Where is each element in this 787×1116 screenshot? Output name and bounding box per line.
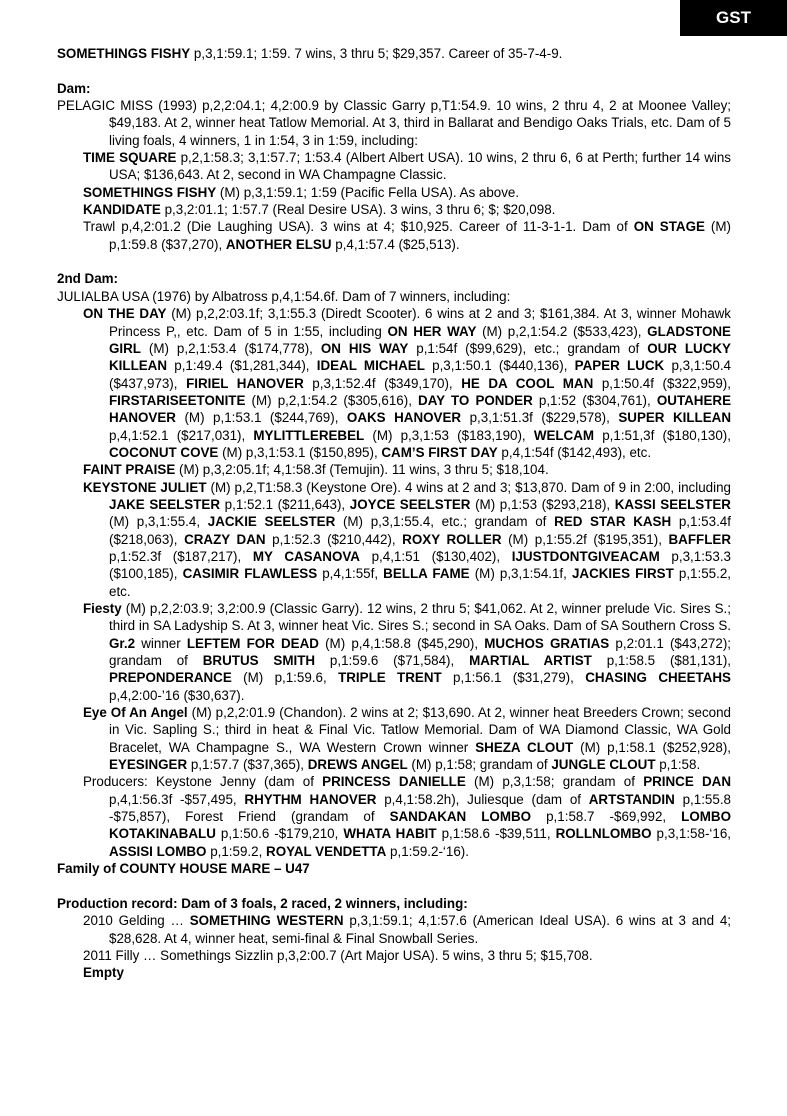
paragraph-spacer xyxy=(57,62,731,79)
bold-text-run: FAINT PRAISE xyxy=(83,462,176,478)
pedigree-paragraph xyxy=(57,461,731,478)
bold-text-run: RED STAR KASH xyxy=(554,514,672,530)
bold-text-run: ROLLNLOMBO xyxy=(555,826,652,842)
bold-text-run: Production record: Dam of 3 foals, 2 raced, 2 winners, including: xyxy=(57,895,468,911)
text-run: p,3,2:01.1; 1:57.7 (Real Desire USA). 3 wins, 3 thru 6; $; $20,098. xyxy=(160,202,556,218)
bold-text-run: FIRSTARISEETONITE xyxy=(109,392,246,408)
text-run: PELAGIC MISS (1993) p,2,2:04.1; 4,2:00.9 by Classic Garry p,T1:54.9. 10 wins, 2 thru 4, 2 at Moonee Valley; $49,183. At 2, winner heat Tatlow Memorial. At 3, third in Ballarat and Bendigo Oaks Trials, etc. Dam of 5 living foals, 4 winners, 1 in 1:54, 3 in 1:59, including: xyxy=(57,98,731,148)
text-run: (M) p,4,1:58.8 ($45,290), xyxy=(318,635,485,651)
text-run: (M) p,2,2:03.9; 3,2:00.9 (Classic Garry). 12 wins, 2 thru 5; $41,062. At 2, winner prelude Vic. Sires S.; third in SA Ladyship S. At 3, winner heat Vic. Sires S.; second in SA Oaks. Dam of SA Southern Cross S. xyxy=(109,601,731,634)
pedigree-paragraph xyxy=(57,149,731,184)
bold-text-run: Fiesty xyxy=(83,601,122,616)
pedigree-paragraph xyxy=(57,912,731,947)
bold-text-run: IJUSTDONTGIVEACAM xyxy=(511,548,660,564)
text-run: 2010 Gelding … xyxy=(83,913,190,929)
bold-text-run: ON HIS WAY xyxy=(320,340,409,356)
text-run: (M) p,1:58.1 ($252,928), xyxy=(573,739,732,755)
text-run: (M) p,2,1:54.2 ($533,423), xyxy=(476,323,648,339)
text-run: p,3,1:52.4f ($349,170), xyxy=(303,375,462,391)
text-run: (M) p,3,1:53 ($183,190), xyxy=(364,427,534,443)
text-run: (M) p,3,1:54.1f, xyxy=(469,566,572,582)
pedigree-paragraph xyxy=(57,947,731,964)
text-run: p,4,1:58.2h), Juliesque (dam of xyxy=(376,791,589,807)
bold-text-run: JACKIES FIRST xyxy=(571,566,674,582)
text-run: p,4,1:51 ($130,402), xyxy=(359,548,512,564)
bold-text-run: PRINCE DAN xyxy=(643,774,732,790)
text-run: p,4,1:52.1 ($217,031), xyxy=(109,427,254,443)
text-run: p,4,1:56.3f -$57,495, xyxy=(109,791,245,807)
bold-text-run: JOYCE SEELSTER xyxy=(349,496,471,512)
bold-text-run: ARTSTANDIN xyxy=(588,791,675,807)
text-run: p,1:55.8 -$75,857), Forest Friend (grandam of xyxy=(109,791,731,825)
text-run: p,1:50.4f ($322,959), xyxy=(593,375,731,391)
bold-text-run: OUR LUCKY KILLEAN xyxy=(109,340,731,374)
text-run: p,4,1:54f ($142,493), etc. xyxy=(497,444,652,460)
bold-text-run: KASSI SEELSTER xyxy=(614,496,731,512)
text-run: p,1:59.2, xyxy=(206,843,267,859)
bold-text-run: TIME SQUARE xyxy=(83,150,177,166)
text-run: Producers: Keystone Jenny (dam of xyxy=(83,774,323,790)
bold-text-run: OAKS HANOVER xyxy=(346,410,462,426)
bold-text-run: SHEZA CLOUT xyxy=(475,739,574,755)
bold-text-run: FIRIEL HANOVER xyxy=(186,375,304,391)
bold-text-run: PREPONDERANCE xyxy=(109,670,232,686)
text-run: p,1:58.6 -$39,511, xyxy=(436,826,556,842)
pedigree-paragraph xyxy=(57,288,731,305)
bold-text-run: WELCAM xyxy=(533,427,595,443)
paragraph-spacer xyxy=(57,878,731,895)
text-run: p,4,1:57.4 ($25,513). xyxy=(331,236,460,252)
section-badge: GST xyxy=(680,0,787,36)
bold-text-run: Gr.2 xyxy=(109,635,136,651)
text-run: p,1:58. xyxy=(655,757,701,773)
text-run: p,1:53.4f ($218,063), xyxy=(109,514,731,547)
bold-text-run: CASIMIR FLAWLESS xyxy=(182,566,318,582)
pedigree-paragraph xyxy=(57,964,731,981)
text-run: (M) p,2,2:03.1f; 3,1:55.3 (Diredt Scooter). 6 wins at 2 and 3; $161,384. At 3, winner Mohawk Princess P,, etc. Dam of 5 in 1:55, including xyxy=(109,306,732,339)
text-run: p,4,2:00-’16 ($30,637). xyxy=(109,687,245,703)
pedigree-paragraph xyxy=(57,704,731,773)
bold-text-run: JAKE SEELSTER xyxy=(109,496,221,512)
bold-text-run: MYLITTLEREBEL xyxy=(253,427,365,443)
bold-text-run: PAPER LUCK xyxy=(574,358,665,374)
bold-text-run: DREWS ANGEL xyxy=(307,757,408,773)
bold-text-run: SOMETHINGS FISHY xyxy=(57,46,191,61)
pedigree-paragraph xyxy=(57,305,731,461)
text-run: JULIALBA USA (1976) by Albatross p,4,1:54.6f. Dam of 7 winners, including: xyxy=(57,288,511,304)
bold-text-run: WHATA HABIT xyxy=(343,826,437,842)
pedigree-paragraph xyxy=(57,895,731,912)
pedigree-paragraph xyxy=(57,184,731,201)
bold-text-run: Family of COUNTY HOUSE MARE – U47 xyxy=(57,861,310,877)
bold-text-run: LOMBO KOTAKINABALU xyxy=(109,809,731,842)
bold-text-run: EYESINGER xyxy=(109,757,188,773)
text-run: (M) p,1:55.2f ($195,351), xyxy=(501,531,669,547)
bold-text-run: JUNGLE CLOUT xyxy=(551,757,656,773)
pedigree-paragraph xyxy=(57,80,731,97)
bold-text-run: MY CASANOVA xyxy=(252,548,360,564)
bold-text-run: ON STAGE xyxy=(633,219,705,235)
bold-text-run: ON THE DAY xyxy=(83,306,167,322)
text-run: (M) p,1:59.8 ($37,270), xyxy=(109,219,731,252)
bold-text-run: Dam: xyxy=(57,80,91,96)
text-run: p,1:59.6 ($71,584), xyxy=(315,653,470,669)
bold-text-run: COCONUT COVE xyxy=(109,444,219,460)
bold-text-run: ASSISI LOMBO xyxy=(109,843,207,859)
bold-text-run: CAM’S FIRST DAY xyxy=(381,444,498,460)
text-run: p,1:58.7 -$69,992, xyxy=(531,809,682,825)
text-run: p,3,1:50.1 ($440,136), xyxy=(424,358,575,374)
pedigree-paragraph xyxy=(57,270,731,287)
pedigree-paragraph xyxy=(57,97,731,149)
bold-text-run: SANDAKAN LOMBO xyxy=(389,809,532,825)
text-run: p,1:58.5 ($81,131), xyxy=(591,653,731,669)
bold-text-run: Empty xyxy=(83,965,124,981)
text-run: p,1:55.2, etc. xyxy=(109,566,732,599)
bold-text-run: TRIPLE TRENT xyxy=(338,670,442,686)
bold-text-run: DAY TO PONDER xyxy=(418,392,533,408)
bold-text-run: SUPER KILLEAN xyxy=(618,410,731,426)
pedigree-paragraph xyxy=(57,773,731,860)
pedigree-page xyxy=(57,45,731,982)
text-run: (M) p,2,1:54.2 ($305,616), xyxy=(245,392,419,408)
bold-text-run: BELLA FAME xyxy=(383,566,470,582)
bold-text-run: BAFFLER xyxy=(668,531,731,547)
text-run: (M) p,1:53 ($293,218), xyxy=(470,496,615,512)
bold-text-run: KEYSTONE JULIET xyxy=(83,479,207,495)
text-run: (M) p,2,1:53.4 ($174,778), xyxy=(141,340,321,356)
paragraph-spacer xyxy=(57,253,731,270)
bold-text-run: Eye Of An Angel xyxy=(83,705,188,721)
bold-text-run: ROYAL VENDETTA xyxy=(266,843,387,859)
text-run: p,1:49.4 ($1,281,344), xyxy=(167,358,317,374)
bold-text-run: CRAZY DAN xyxy=(184,531,266,547)
bold-text-run: LEFTEM FOR DEAD xyxy=(186,635,319,651)
text-run: (M) p,3,1:55.4, etc.; grandam of xyxy=(335,514,555,530)
text-run: p,1:57.7 ($37,365), xyxy=(187,757,308,773)
text-run: p,1:52.3f ($187,217), xyxy=(109,548,253,564)
text-run: winner xyxy=(135,635,187,651)
bold-text-run: MUCHOS GRATIAS xyxy=(484,635,610,651)
pedigree-paragraph xyxy=(57,600,731,704)
text-run: (M) p,3,2:05.1f; 4,1:58.3f (Temujin). 11 wins, 3 thru 5; $18,104. xyxy=(175,462,549,478)
bold-text-run: OUTAHERE HANOVER xyxy=(109,392,732,426)
pedigree-paragraph xyxy=(57,45,731,62)
text-run: p,1:52 ($304,761), xyxy=(532,392,657,408)
bold-text-run: BRUTUS SMITH xyxy=(202,653,316,669)
bold-text-run: GLADSTONE GIRL xyxy=(109,323,731,356)
text-run: (M) p,3,1:59.1; 1:59 (Pacific Fella USA). As above. xyxy=(216,184,520,200)
text-run: p,2,1:58.3; 3,1:57.7; 1:53.4 (Albert Albert USA). 10 wins, 2 thru 6, 6 at Perth; further 14 wins USA; $136,643. At 2, second in WA Champagne Classic. xyxy=(109,150,731,183)
bold-text-run: IDEAL MICHAEL xyxy=(316,358,425,374)
bold-text-run: KANDIDATE xyxy=(83,202,161,218)
pedigree-paragraph xyxy=(57,860,731,877)
text-run: (M) p,1:53.1 ($244,769), xyxy=(175,410,347,426)
bold-text-run: RHYTHM HANOVER xyxy=(244,791,377,807)
text-run: p,3,1:51.3f ($229,578), xyxy=(461,410,619,426)
bold-text-run: HE DA COOL MAN xyxy=(461,375,594,391)
bold-text-run: SOMETHINGS FISHY xyxy=(83,184,217,200)
text-run: p,1:59.2-‘16). xyxy=(386,843,469,859)
text-run: p,1:52.3 ($210,442), xyxy=(265,531,403,547)
bold-text-run: CHASING CHEETAHS xyxy=(585,670,731,686)
text-run: p,3,1:59.1; 4,1:57.6 (American Ideal USA). 6 wins at 3 and 4; $28,628. At 4, winner heat, semi-final & Final Snowball Series. xyxy=(109,913,732,946)
pedigree-paragraph xyxy=(57,201,731,218)
bold-text-run: ANOTHER ELSU xyxy=(225,236,332,252)
text-run: p,3,1:50.4 ($437,973), xyxy=(109,358,732,391)
bold-text-run: SOMETHING WESTERN xyxy=(189,913,344,929)
bold-text-run: 2nd Dam: xyxy=(57,271,119,287)
text-run: (M) p,1:58; grandam of xyxy=(407,757,552,773)
text-run: (M) p,3,1:58; grandam of xyxy=(465,774,644,790)
text-run: (M) p,2,2:01.9 (Chandon). 2 wins at 2; $13,690. At 2, winner heat Breeders Crown; second in Vic. Sapling S.; third in heat & Final Vic. Tatlow Memorial. Dam of WA Diamond Classic, WA Gold Bracelet, WA Champagne S., WA Western Crown winner xyxy=(109,705,731,755)
text-run: p,3,1:59.1; 1:59. 7 wins, 3 thru 5; $29,357. Career of 35-7-4-9. xyxy=(190,46,563,61)
bold-text-run: PRINCESS DANIELLE xyxy=(322,774,466,790)
text-run: (M) p,3,1:55.4, xyxy=(109,514,208,530)
text-run: (M) p,2,T1:58.3 (Keystone Ore). 4 wins at 2 and 3; $13,870. Dam of 9 in 2:00, including xyxy=(206,479,731,495)
text-run: p,4,1:55f, xyxy=(317,566,384,582)
text-run: p,3,1:58-‘16, xyxy=(651,826,731,842)
bold-text-run: MARTIAL ARTIST xyxy=(469,653,592,669)
bold-text-run: ROXY ROLLER xyxy=(402,531,502,547)
text-run: (M) p,3,1:53.1 ($150,895), xyxy=(218,444,382,460)
text-run: p,1:51,3f ($180,130), xyxy=(594,427,731,443)
text-run: p,3,1:53.3 ($100,185), xyxy=(109,548,731,582)
text-run: p,1:50.6 -$179,210, xyxy=(215,826,344,842)
text-run: 2011 Filly … Somethings Sizzlin p,3,2:00.7 (Art Major USA). 5 wins, 3 thru 5; $15,708. xyxy=(83,947,593,963)
bold-text-run: JACKIE SEELSTER xyxy=(207,514,336,530)
pedigree-paragraph xyxy=(57,218,731,253)
pedigree-paragraph xyxy=(57,479,731,600)
text-run: p,2:01.1 ($43,272); grandam of xyxy=(109,635,732,669)
text-run: Trawl p,4,2:01.2 (Die Laughing USA). 3 wins at 4; $10,925. Career of 11-3-1-1. Dam of xyxy=(83,219,634,235)
text-run: (M) p,1:59.6, xyxy=(231,670,339,686)
bold-text-run: ON HER WAY xyxy=(387,323,477,339)
text-run: p,1:52.1 ($211,643), xyxy=(220,496,350,512)
text-run: p,1:54f ($99,629), etc.; grandam of xyxy=(408,340,648,356)
text-run: p,1:56.1 ($31,279), xyxy=(441,670,586,686)
